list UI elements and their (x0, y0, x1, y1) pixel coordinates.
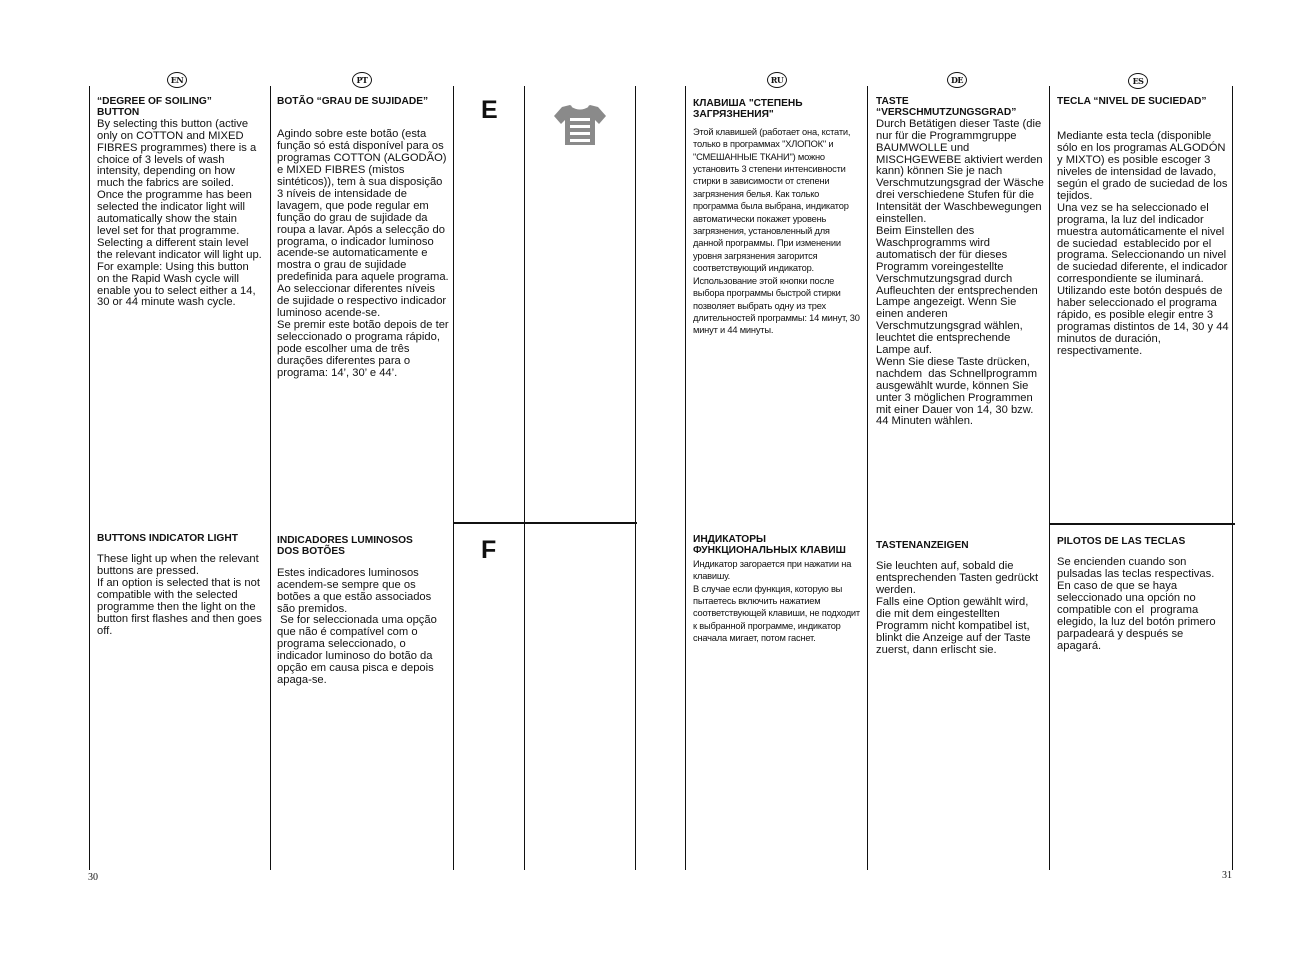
column-divider (270, 86, 271, 870)
language-badge-en: EN (167, 72, 187, 88)
ru-section-f-body: Индикатор загорается при нажатии на клавишу. В случае если функция, которую вы пытаетесь включить нажатием соответствующей клавиши, не подходит к выбранной программе, индикатор сначала мигает, потом гаснет. (693, 558, 860, 644)
en-column-section-f (97, 533, 263, 638)
es-section-f-title: PILOTOS DE LAS TECLAS (1057, 536, 1186, 547)
en-column-section-e (97, 96, 263, 309)
de-section-f-title: TASTENANZEIGEN (876, 540, 969, 551)
column-divider (1049, 86, 1050, 870)
column-divider (524, 86, 525, 870)
column-divider (1232, 86, 1233, 870)
de-section-e-title: TASTE “VERSCHMUTZUNGSGRAD” (876, 96, 1017, 119)
de-section-f-body: Sie leuchten auf, sobald die entsprechenden Tasten gedrückt werden. Falls eine Option gewählt wird, die mit dem eingestellten Programm nicht kompatibel ist, blinkt die Anzeige auf der Taste zuerst, dann erlischt sie. (876, 560, 1039, 656)
column-divider (89, 86, 90, 870)
section-letter-e: E (481, 96, 498, 124)
page-number-left: 30 (88, 872, 98, 883)
pt-column-section-e (277, 96, 449, 379)
es-section-e-body: Mediante esta tecla (disponible sólo en los programas ALGODÓN y MIXTO) es posible escoger 3 niveles de intensidad de lavado, según el grado de suciedad de los tejidos. Una vez se ha seleccionado el programa, la luz del indicador muestra automáticamente el nivel de suciedad establecido por el programa. Seleccionando un nivel de suciedad diferente, el indicador correspondiente se iluminará. Utilizando este botón después de haber seleccionado el programa rápido, es posible elegir entre 3 programas distintos de 14, 30 y 44 minutos de duración, respectivamente. (1057, 130, 1229, 357)
en-section-e-title: “DEGREE OF SOILING” BUTTON (97, 96, 212, 119)
column-divider (867, 86, 868, 870)
es-column-section-e (1057, 96, 1229, 358)
ru-column-section-f (693, 534, 861, 645)
page-number-right: 31 (1222, 870, 1232, 881)
language-badge-es: ES (1128, 73, 1148, 89)
language-badge-ru: RU (767, 72, 787, 88)
de-column-section-e (876, 96, 1044, 428)
language-badge-de: DE (947, 72, 967, 88)
ru-column-section-e (693, 98, 861, 337)
en-section-e-body: By selecting this button (active only on COTTON and MIXED FIBRES programmes) there is a choice of 3 levels of wash intensity, depending on how much the fabrics are soiled. Once the programme has been selected the indicator light will automatically show the stain level set for that programme. Selecting a different stain level the relevant indicator will light up. For example: Using this button on the Rapid Wash cycle will enable you to select either a 14, 30 or 44 minute wash cycle. (97, 117, 262, 309)
ru-section-f-title: ИНДИКАТОРЫ ФУНКЦИОНАЛЬНЫХ КЛАВИШ (693, 534, 846, 557)
es-column-section-f (1057, 536, 1227, 653)
column-divider (453, 86, 454, 870)
column-divider (685, 86, 686, 870)
en-section-f-body: These light up when the relevant buttons are pressed. If an option is selected that is not compatible with the selected programme then the light on the button first flashes and then goes off. (97, 553, 262, 637)
pt-column-section-f (277, 535, 445, 687)
es-section-f-body: Se encienden cuando son pulsadas las teclas respectivas. En caso de que se haya seleccionado una opción no compatible con el programa elegido, la luz del botón primero parpadeará y después se apagará. (1057, 556, 1216, 652)
pt-section-f-body: Estes indicadores luminosos acendem-se sempre que os botões a que estão associados são premidos. Se for seleccionada uma opção que não é compatível com o programa seleccionado, o indicador luminoso do botão da opção em causa pisca e depois apaga-se. (277, 566, 437, 686)
de-section-e-body: Durch Betätigen dieser Taste (die nur für die Programmgruppe BAUMWOLLE und MISCHGEWEBE aktiviert werden kann) können Sie je nach Verschmutzungsgrad der Wäsche drei verschiedene Stufen für die Intensität der Waschbewegungen einstellen. Beim Einstellen des Waschprogramms wird automatisch der für dieses Programm voreingestellte Verschmutzungsgrad durch Aufleuchten der entsprechenden Lampe angezeigt. Wenn Sie einen anderen Verschmutzungsgrad wählen, leuchtet die entsprechende Lampe auf. Wenn Sie diese Taste drücken, nachdem das Schnellprogramm ausgewählt wurde, können Sie unter 3 möglichen Programmen mit einer Dauer von 14, 30 bzw. 44 Minuten wählen. (876, 117, 1044, 428)
column-divider (635, 86, 636, 870)
pt-section-f-title: INDICADORES LUMINOSOS DOS BOTÕES (277, 535, 413, 558)
pt-section-e-body: Agindo sobre este botão (esta função só está disponível para os programas COTTON (ALGODÃO) e MIXED FIBRES (mistos sintéticos)), tem à sua disposição 3 níveis de intensidade de lavagem, que pode regular em função do grau de sujidade da roupa a lavar. Após a selecção do programa, o indicador luminoso acende-se automaticamente e mostra o grau de sujidade predefinida para aquele programa. Ao seleccionar diferentes níveis de sujidade o respectivo indicador luminoso acende-se. Se premir este botão depois de ter seleccionado o programa rápido, pode escolher uma de três durações diferentes para o programa: 14’, 30’ e 44’. (277, 128, 449, 379)
section-divider (453, 522, 637, 524)
tshirt-icon (552, 102, 608, 148)
section-letter-f: F (481, 536, 497, 564)
ru-section-e-title: КЛАВИША "СТЕПЕНЬ ЗАГРЯЗНЕНИЯ" (693, 98, 803, 121)
language-badge-pt: PT (352, 72, 372, 88)
de-column-section-f (876, 540, 1044, 657)
pt-section-e-title: BOTÃO “GRAU DE SUJIDADE” (277, 96, 429, 107)
section-divider (1049, 523, 1235, 525)
es-section-e-title: TECLA “NIVEL DE SUCIEDAD” (1057, 96, 1207, 107)
en-section-f-title: BUTTONS INDICATOR LIGHT (97, 533, 238, 544)
ru-section-e-body: Этой клавишей (работает она, кстати, только в программах "ХЛОПОК" и "СМЕШАННЫЕ ТКАНИ") можно установить 3 степени интенсивности стирки в зависимости от степени загрязнения белья. Как только программа была выбрана, индикатор автоматически покажет уровень загрязнения, установленный для данной программы. При изменении уровня загрязнения загорится соответствующий индикатор. Использование этой кнопки после выбора программы быстрой стирки позволяет выбрать одну из трех длительностей программы: 14 минут, 30 минут и 44 минуты. (693, 126, 863, 336)
